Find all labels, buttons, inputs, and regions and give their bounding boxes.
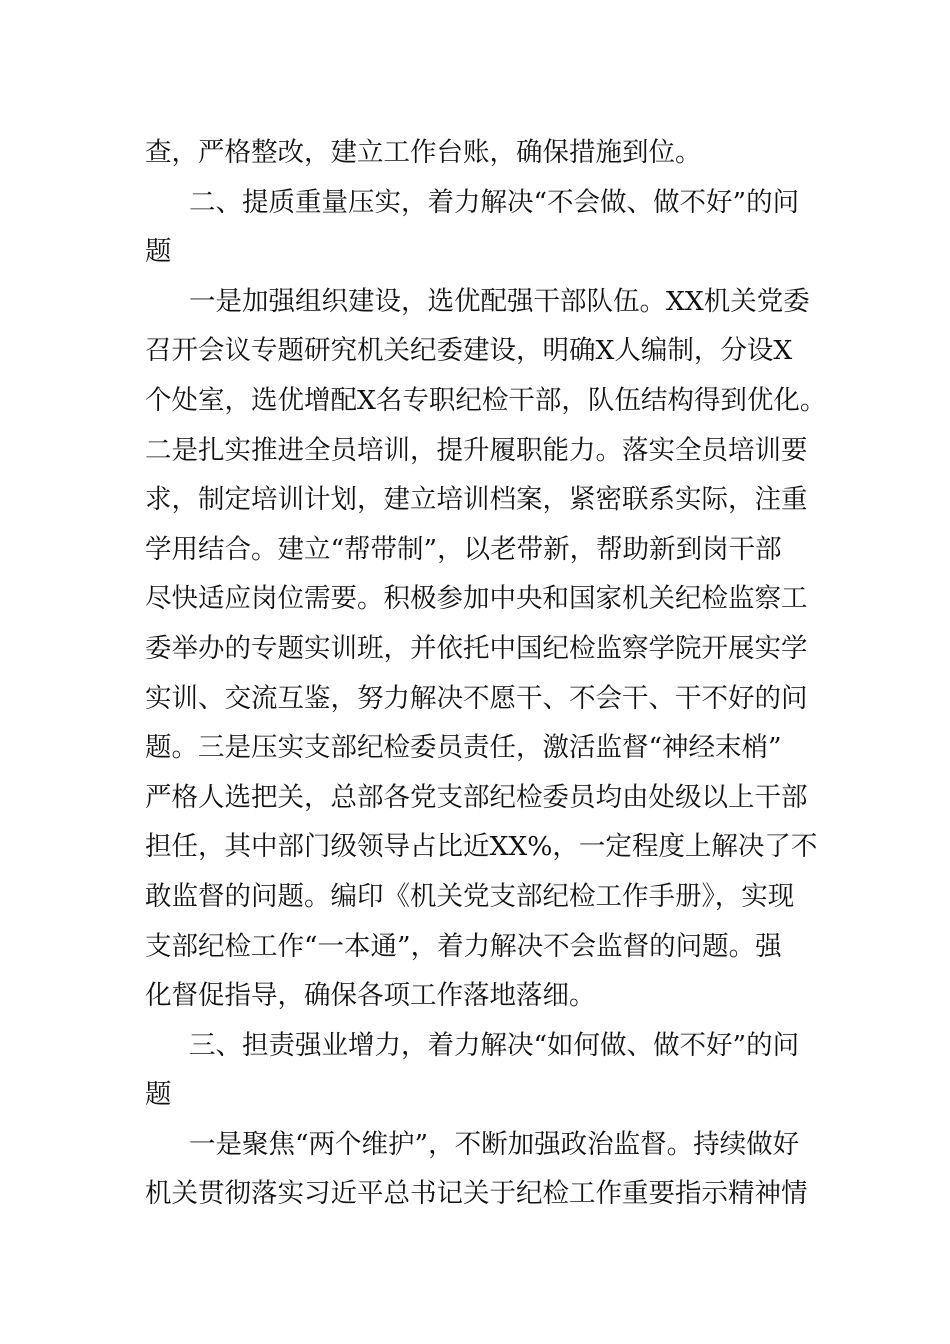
text-line-14: 严格人选把关，总部各党支部纪检委员均由处级以上干部 [145,781,808,813]
text-line-9: 学用结合。建立“帮带制”，以老带新，帮助新到岗干部 [145,533,782,565]
text-line-5: 召开会议专题研究机关纪委建设，明确X人编制，分设X [145,335,793,367]
text-line-7: 二是扎实推进全员培训，提升履职能力。落实全员培训要 [145,434,808,466]
text-line-12: 实训、交流互鉴，努力解决不愿干、不会干、干不好的问 [145,682,808,714]
section-heading-2: 二、提质重量压实，着力解决“不会做、做不好”的问 [189,186,800,218]
text-line-21: 一是聚焦“两个维护”，不断加强政治监督。持续做好 [189,1128,800,1160]
text-line-17: 支部纪检工作“一本通”，着力解决不会监督的问题。强 [145,930,782,962]
text-line-16: 敢监督的问题。编印《机关党支部纪检工作手册》，实现 [145,880,795,912]
section-heading-3-cont: 题 [145,1079,172,1111]
text-line-4: 一是加强组织建设，选优配强干部队伍。XX机关党委 [189,285,810,317]
text-line-18: 化督促指导，确保各项工作落地落细。 [145,980,596,1012]
text-line-6: 个处室，选优增配X名专职纪检干部，队伍结构得到优化。 [145,384,827,416]
section-heading-2-cont: 题 [145,236,172,268]
text-line-1: 查，严格整改，建立工作台账，确保措施到位。 [145,137,702,168]
text-line-10: 尽快适应岗位需要。积极参加中央和国家机关纪检监察工 [145,583,808,615]
text-line-11: 委举办的专题实训班，并依托中国纪检监察学院开展实学 [145,632,808,664]
text-line-8: 求，制定培训计划，建立培训档案，紧密联系实际，注重 [145,484,808,516]
text-line-22: 机关贯彻落实习近平总书记关于纪检工作重要指示精神情 [145,1178,808,1210]
text-line-13: 题。三是压实支部纪检委员责任，激活监督“神经末梢” [145,732,782,764]
document-body [145,128,835,1219]
text-line-15: 担任，其中部门级领导占比近XX%，一定程度上解决了不 [145,831,818,863]
section-heading-3: 三、担责强业增力，着力解决“如何做、做不好”的问 [189,1029,800,1061]
